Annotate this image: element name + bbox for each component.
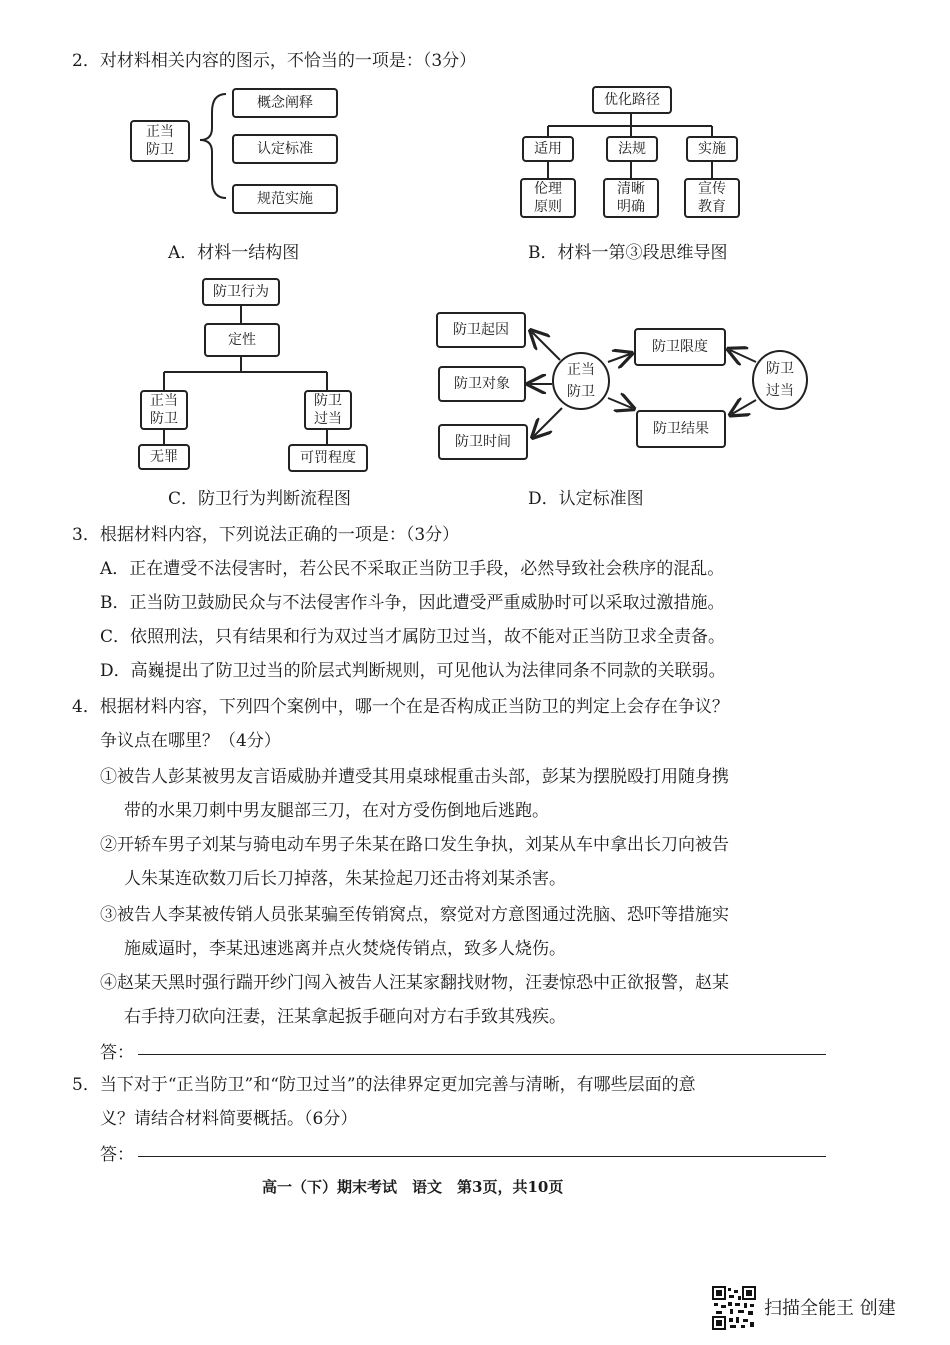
diagram-c-leaf: 无罪 — [138, 444, 190, 470]
q3-option: D．高巍提出了防卫过当的阶层式判断规则，可见他认为法律同条不同款的关联弱。 — [100, 661, 726, 681]
diagram-a-brace — [200, 94, 226, 198]
diagram-b-root: 优化路径 — [592, 86, 672, 114]
q3-option: A．正在遭受不法侵害时，若公民不采取正当防卫手段，必然导致社会秩序的混乱。 — [100, 559, 725, 579]
q4-case-line: 带的水果刀刺中男友腿部三刀，在对方受伤倒地后逃跑。 — [124, 801, 549, 821]
diagram-b-caption: B．材料一第③段思维导图 — [528, 243, 728, 263]
q4-case-line: ②开轿车男子刘某与骑电动车男子朱某在路口发生争执，刘某从车中拿出长刀向被告 — [100, 835, 729, 855]
q4-stem-line1: 4．根据材料内容，下列四个案例中，哪一个在是否构成正当防卫的判定上会存在争议？ — [72, 697, 729, 717]
q4-stem-line2: 争议点在哪里？（4分） — [100, 731, 281, 751]
diagram-d-center-right: 防卫 过当 — [752, 350, 808, 410]
q4-answer-label: 答： — [100, 1043, 134, 1063]
diagram-b-level1: 法规 — [606, 136, 658, 162]
diagram-d-arrow — [608, 398, 632, 408]
q5-stem-line1: 5．当下对于“正当防卫”和“防卫过当”的法律界定更加完善与清晰，有哪些层面的意 — [72, 1075, 696, 1095]
diagram-a-caption: A．材料一结构图 — [168, 243, 300, 263]
q4-case-line: 施威逼时，李某迅速逃离并点火焚烧传销点，致多人烧伤。 — [124, 939, 566, 959]
diagram-c-middle: 定性 — [204, 323, 280, 357]
diagram-d-arrow — [534, 408, 562, 436]
diagram-d-right-box: 防卫结果 — [636, 410, 726, 448]
q3-option: B．正当防卫鼓励民众与不法侵害作斗争，因此遭受严重威胁时可以采取过激措施。 — [100, 593, 725, 613]
diagram-b-level2: 宣传 教育 — [684, 178, 740, 218]
diagram-b-level1: 实施 — [686, 136, 738, 162]
diagram-a-child: 概念阐释 — [232, 88, 338, 118]
diagram-b-level1: 适用 — [522, 136, 574, 162]
diagram-d-right-box: 防卫限度 — [634, 328, 726, 366]
diagram-a-root: 正当 防卫 — [130, 120, 190, 162]
diagram-c-leaf: 可罚程度 — [288, 444, 368, 472]
diagram-d-arrow — [730, 350, 756, 362]
q3-option: C．依照刑法，只有结果和行为双过当才属防卫过当，故不能对正当防卫求全责备。 — [100, 627, 726, 647]
page-footer: 高一（下）期末考试 语文 第3页，共10页 — [262, 1178, 564, 1196]
diagram-d-left-box: 防卫起因 — [436, 312, 526, 348]
diagram-b-level2: 伦理 原则 — [520, 178, 576, 218]
q4-answer-line[interactable] — [138, 1054, 826, 1055]
q3-stem: 3．根据材料内容，下列说法正确的一项是：（3分） — [72, 525, 460, 545]
diagram-d-arrow — [532, 332, 560, 360]
diagram-a-child: 认定标准 — [232, 134, 338, 164]
diagram-c-root: 防卫行为 — [202, 278, 280, 306]
diagram-c-caption: C．防卫行为判断流程图 — [168, 489, 352, 509]
qr-code-icon — [712, 1286, 756, 1330]
diagram-d-left-box: 防卫时间 — [438, 424, 528, 460]
diagram-d-arrow — [608, 354, 630, 362]
q4-case-line: ③被告人李某被传销人员张某骗至传销窝点，察觉对方意图通过洗脑、恐吓等措施实 — [100, 905, 729, 925]
diagram-c-branch: 正当 防卫 — [140, 390, 188, 430]
diagram-d-left-box: 防卫对象 — [438, 366, 526, 402]
q5-answer-line[interactable] — [138, 1156, 826, 1157]
diagram-d-arrow — [732, 400, 756, 414]
q4-case-line: 右手持刀砍向汪妻，汪某拿起扳手砸向对方右手致其残疾。 — [124, 1007, 566, 1027]
diagram-d-center-left: 正当 防卫 — [552, 352, 610, 410]
q4-case-line: ①被告人彭某被男友言语威胁并遭受其用桌球棍重击头部，彭某为摆脱殴打用随身携 — [100, 767, 729, 787]
scanner-watermark-text: 扫描全能王 创建 — [764, 1298, 896, 1319]
q2-stem: 2．对材料相关内容的图示，不恰当的一项是：（3分） — [72, 51, 477, 71]
diagram-d-caption: D．认定标准图 — [528, 489, 644, 509]
diagram-a-child: 规范实施 — [232, 184, 338, 214]
diagram-b-level2: 清晰 明确 — [603, 178, 659, 218]
diagram-c-branch: 防卫 过当 — [304, 390, 352, 430]
q4-case-line: 人朱某连砍数刀后长刀掉落，朱某捡起刀还击将刘某杀害。 — [124, 869, 566, 889]
q5-answer-label: 答： — [100, 1145, 134, 1165]
q4-case-line: ④赵某天黑时强行踹开纱门闯入被告人汪某家翻找财物，汪妻惊恐中正欲报警，赵某 — [100, 973, 729, 993]
q5-stem-line2: 义？请结合材料简要概括。（6分） — [100, 1109, 358, 1129]
